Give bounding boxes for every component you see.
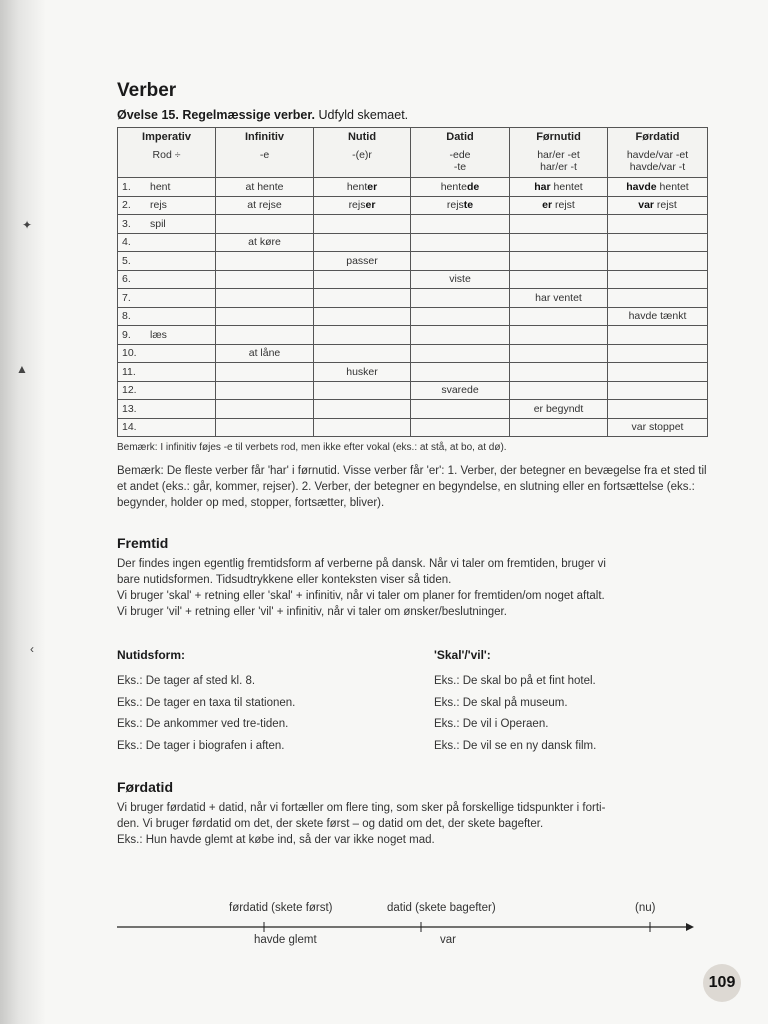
cell-fornutid (510, 178, 608, 197)
tense-timeline (117, 898, 702, 958)
cell-infinitiv (216, 307, 314, 326)
row-number: 8. (122, 310, 131, 323)
cell-datid (411, 233, 510, 252)
row-number: 5. (122, 254, 131, 267)
cell-fornutid (510, 252, 608, 271)
section-title-fordatid: Førdatid (117, 779, 173, 795)
cell-value: havde tænkt (628, 310, 687, 323)
example-line: Eks.: De tager i biografen i aften. (117, 739, 285, 752)
cell-nutid (314, 289, 411, 308)
ending-line: har/er -et (537, 149, 580, 161)
cell-infinitiv (216, 289, 314, 308)
example-line: Eks.: De ankommer ved tre-tiden. (117, 718, 289, 730)
column-header (411, 128, 510, 178)
cell-value: har hentet (534, 180, 583, 193)
paragraph-line: Vi bruger 'vil' + retning eller 'vil' + infinitiv, når vi taler om ønsker/beslutninger. (117, 606, 507, 618)
cell-imperativ (118, 307, 216, 326)
margin-mark: ✦ (22, 218, 33, 232)
cell-fornutid (510, 344, 608, 363)
cell-infinitiv (216, 326, 314, 345)
cell-nutid (314, 196, 411, 215)
column-header-ending (612, 149, 703, 173)
column-header-ending (220, 149, 309, 161)
column-header-ending (122, 149, 211, 161)
exercise-number: Øvelse 15. Regelmæssige verber. (117, 108, 316, 122)
cell-nutid (314, 381, 411, 400)
ending-line: har/er -t (540, 161, 577, 173)
exercise-instruction (117, 108, 711, 122)
cell-value: hent (150, 180, 171, 193)
cell-value: rejser (348, 199, 376, 212)
arrow-head-icon (686, 923, 694, 931)
cell-datid (411, 307, 510, 326)
cell-fornutid (510, 381, 608, 400)
cell-imperativ (118, 178, 216, 197)
timeline-example-var: var (440, 934, 456, 946)
cell-infinitiv (216, 270, 314, 289)
margin-mark: ‹ (30, 642, 34, 656)
cell-imperativ (118, 400, 216, 419)
cell-imperativ (118, 270, 216, 289)
cell-infinitiv (216, 196, 314, 215)
cell-infinitiv (216, 233, 314, 252)
cell-fordatid (608, 381, 708, 400)
example-column-nutidsform (117, 648, 434, 757)
cell-fornutid (510, 326, 608, 345)
cell-value: var rejst (638, 199, 677, 212)
table-row (118, 381, 708, 400)
column-header-ending (415, 149, 505, 173)
example-line: Eks.: De tager en taxa til stationen. (117, 696, 296, 709)
column-header (314, 128, 411, 178)
column-header-title: Førdatid (635, 131, 680, 143)
row-number: 2. (122, 199, 131, 212)
ending-line: havde/var -t (629, 161, 686, 173)
ending-line: havde/var -et (626, 149, 689, 161)
exercise-text: Udfyld skemaet. (318, 108, 409, 122)
example-line: Eks.: De skal på museum. (434, 696, 568, 709)
cell-fordatid (608, 326, 708, 345)
cell-imperativ (118, 363, 216, 382)
cell-imperativ (118, 344, 216, 363)
cell-fornutid (510, 196, 608, 215)
ending-line: -e (259, 149, 270, 161)
cell-datid (411, 178, 510, 197)
verb-table (117, 127, 708, 437)
cell-fordatid (608, 252, 708, 271)
table-row (118, 326, 708, 345)
row-number: 4. (122, 236, 131, 249)
cell-datid (411, 344, 510, 363)
cell-fornutid (510, 270, 608, 289)
cell-datid (411, 252, 510, 271)
row-number: 10. (122, 347, 137, 360)
cell-datid (411, 418, 510, 437)
row-number: 9. (122, 328, 131, 341)
verb-table-header (118, 128, 708, 178)
timeline-label-nu: (nu) (635, 902, 656, 914)
cell-value: passer (346, 254, 378, 267)
column-header (216, 128, 314, 178)
column-header (608, 128, 708, 178)
cell-infinitiv (216, 215, 314, 234)
cell-imperativ (118, 196, 216, 215)
book-spine-shadow (0, 0, 46, 1024)
row-number: 6. (122, 273, 131, 286)
cell-fordatid (608, 178, 708, 197)
cell-datid (411, 363, 510, 382)
cell-nutid (314, 344, 411, 363)
fremtid-paragraph (117, 556, 711, 620)
cell-fordatid (608, 196, 708, 215)
cell-imperativ (118, 418, 216, 437)
paragraph-line: Vi bruger førdatid + datid, når vi fortæller om flere ting, som sker på forskellige tidspunkter i forti- (117, 802, 606, 814)
cell-nutid (314, 252, 411, 271)
margin-mark: ▲ (16, 362, 28, 376)
cell-datid (411, 381, 510, 400)
timeline-example-havde-glemt: havde glemt (254, 934, 317, 946)
cell-value: at køre (248, 236, 281, 249)
example-line: Eks.: De skal bo på et fint hotel. (434, 675, 596, 687)
cell-fordatid (608, 400, 708, 419)
cell-fordatid (608, 270, 708, 289)
cell-fornutid (510, 215, 608, 234)
ending-line: Rod ÷ (152, 149, 181, 161)
cell-value: er rejst (542, 199, 575, 212)
page-content (117, 80, 711, 848)
cell-fornutid (510, 289, 608, 308)
table-row (118, 178, 708, 197)
cell-value: rejs (150, 199, 167, 212)
cell-infinitiv (216, 363, 314, 382)
page-number-badge: 109 (703, 964, 741, 1002)
cell-fordatid (608, 233, 708, 252)
cell-datid (411, 289, 510, 308)
column-header-ending (318, 149, 406, 161)
table-row (118, 233, 708, 252)
cell-value: hentede (440, 180, 480, 193)
cell-nutid (314, 326, 411, 345)
cell-fornutid (510, 233, 608, 252)
cell-imperativ (118, 381, 216, 400)
paragraph-line: bare nutidsformen. Tidsudtrykkene eller konteksten viser så tiden. (117, 574, 452, 586)
cell-infinitiv (216, 344, 314, 363)
cell-infinitiv (216, 418, 314, 437)
row-number: 1. (122, 180, 131, 193)
timeline-label-datid: datid (skete bagefter) (387, 902, 496, 914)
cell-fordatid (608, 363, 708, 382)
column-header-ending (514, 149, 603, 173)
cell-imperativ (118, 326, 216, 345)
cell-infinitiv (216, 381, 314, 400)
table-row (118, 400, 708, 419)
cell-value: er begyndt (533, 402, 584, 415)
table-row (118, 363, 708, 382)
ending-line: -ede (449, 149, 471, 161)
cell-value: henter (346, 180, 378, 193)
column-header (118, 128, 216, 178)
cell-nutid (314, 400, 411, 419)
cell-fordatid (608, 215, 708, 234)
page-title: Verber (117, 80, 177, 101)
column-header-title: Nutid (347, 131, 377, 143)
cell-nutid (314, 270, 411, 289)
cell-value: husker (346, 365, 378, 378)
cell-infinitiv (216, 400, 314, 419)
paragraph-line: Vi bruger 'skal' + retning eller 'skal' + infinitiv, når vi taler om planer for fremtiden/om noget aftalt. (117, 590, 605, 602)
table-row (118, 307, 708, 326)
cell-datid (411, 400, 510, 419)
row-number: 14. (122, 421, 137, 434)
cell-fordatid (608, 307, 708, 326)
cell-imperativ (118, 233, 216, 252)
column-header-title: Datid (446, 131, 474, 143)
cell-datid (411, 270, 510, 289)
example-column-skal-vil (434, 648, 709, 757)
example-columns (117, 648, 711, 757)
cell-imperativ (118, 215, 216, 234)
cell-value: har ventet (535, 291, 582, 304)
cell-nutid (314, 363, 411, 382)
verb-table-body (118, 178, 708, 437)
cell-nutid (314, 178, 411, 197)
table-row (118, 344, 708, 363)
cell-nutid (314, 215, 411, 234)
cell-nutid (314, 418, 411, 437)
column-header-title: Imperativ (142, 131, 191, 143)
row-number: 12. (122, 384, 137, 397)
table-row (118, 289, 708, 308)
cell-value: svarede (441, 384, 479, 397)
note-infinitive: Bemærk: I infinitiv føjes -e til verbets rod, men ikke efter vokal (eks.: at stå, at bo, at dø). (117, 442, 507, 453)
row-number: 7. (122, 291, 131, 304)
table-row (118, 252, 708, 271)
cell-fordatid (608, 289, 708, 308)
cell-fornutid (510, 363, 608, 382)
cell-fornutid (510, 418, 608, 437)
table-row (118, 270, 708, 289)
column-heading: 'Skal'/'vil': (434, 648, 491, 662)
column-heading: Nutidsform: (117, 648, 185, 662)
ending-line: -te (453, 161, 467, 173)
cell-nutid (314, 233, 411, 252)
paragraph-line: den. Vi bruger førdatid om det, der skete først – og datid om det, der skete bagefter. (117, 818, 544, 830)
cell-value: var stoppet (631, 421, 684, 434)
cell-imperativ (118, 252, 216, 271)
cell-nutid (314, 307, 411, 326)
cell-value: viste (449, 273, 471, 286)
example-line: Eks.: De vil se en ny dansk film. (434, 739, 597, 752)
example-line: Eks.: De tager af sted kl. 8. (117, 675, 256, 687)
cell-value: at låne (248, 347, 281, 360)
cell-fornutid (510, 307, 608, 326)
cell-infinitiv (216, 178, 314, 197)
cell-datid (411, 215, 510, 234)
row-number: 11. (122, 365, 136, 378)
cell-datid (411, 326, 510, 345)
column-header (510, 128, 608, 178)
ending-line: -(e)r (352, 149, 372, 161)
example-line: Eks.: De vil i Operaen. (434, 718, 549, 730)
table-row (118, 418, 708, 437)
cell-fordatid (608, 344, 708, 363)
cell-value: at hente (245, 180, 284, 193)
cell-datid (411, 196, 510, 215)
section-title-fremtid: Fremtid (117, 535, 169, 551)
timeline-arrow (117, 918, 702, 938)
table-row (118, 215, 708, 234)
cell-value: rejste (446, 199, 474, 212)
cell-value: havde hentet (626, 180, 689, 193)
cell-value: at rejse (247, 199, 282, 212)
note-auxiliary: Bemærk: De fleste verber får 'har' i førnutid. Visse verber får 'er': 1. Verber, der betegner en bevægelse fra et sted til et andet (eks.: går, kommer, rejser). 2. Verber, der betegner en begyndelse, en slutning eller en fortsættelse (eks.: begynder, holder op med, stopper, fortsætter, bliver). (117, 465, 707, 509)
paragraph-line: Der findes ingen egentlig fremtidsform af verberne på dansk. Når vi taler om fremtiden, bruger vi (117, 558, 606, 570)
cell-infinitiv (216, 252, 314, 271)
timeline-label-fordatid: førdatid (skete først) (229, 902, 333, 914)
cell-value: læs (150, 328, 167, 341)
paragraph-line: Eks.: Hun havde glemt at købe ind, så der var ikke noget mad. (117, 834, 435, 846)
table-row (118, 196, 708, 215)
row-number: 3. (122, 217, 131, 230)
row-number: 13. (122, 402, 137, 415)
fordatid-paragraph (117, 800, 711, 848)
cell-value: spil (150, 217, 166, 230)
cell-fornutid (510, 400, 608, 419)
cell-fordatid (608, 418, 708, 437)
column-header-title: Førnutid (536, 131, 581, 143)
cell-imperativ (118, 289, 216, 308)
column-header-title: Infinitiv (244, 131, 285, 143)
